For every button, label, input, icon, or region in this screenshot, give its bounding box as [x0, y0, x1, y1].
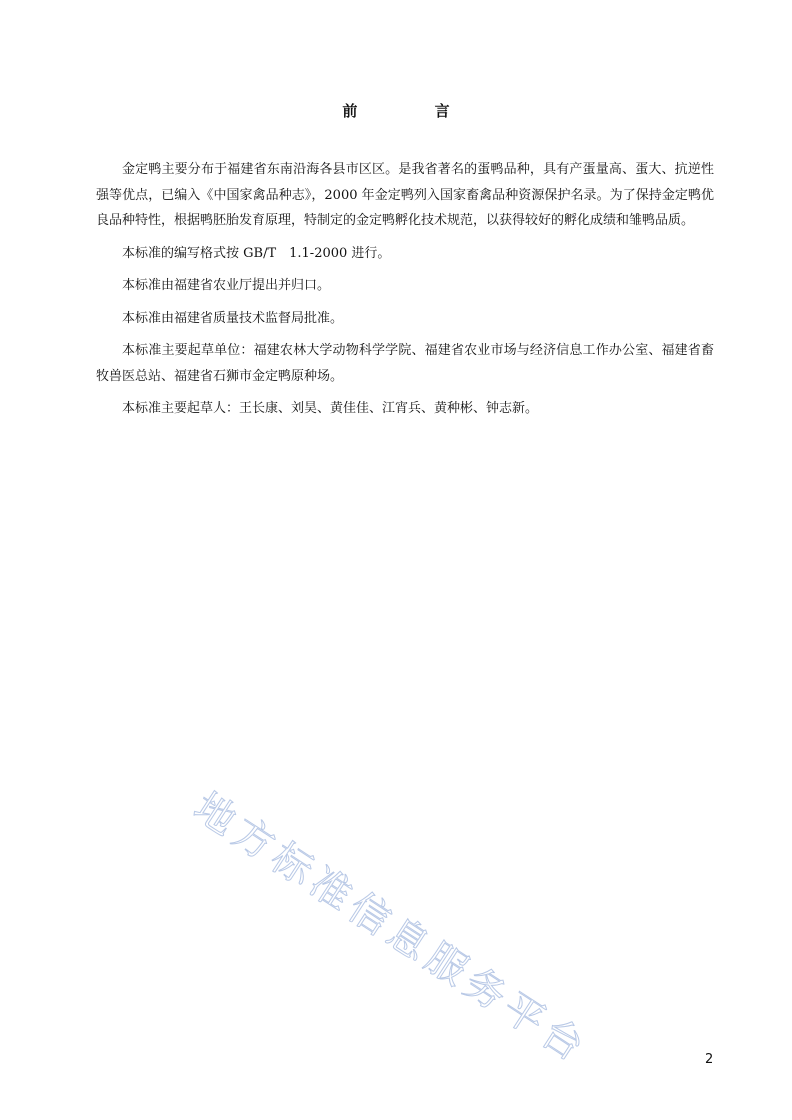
- paragraph-intro: 金定鸭主要分布于福建省东南沿海各县市区区。是我省著名的蛋鸭品种，具有产蛋量高、蛋大、抗逆性强等优点，已编入《中国家禽品种志》，2000 年金定鸭列入国家畜禽品种资源保护名录。为了保持金定鸭优良品种特性，根据鸭胚胎发育原理，特制定的金定鸭孵化技术规范，以获得较好的孵化成绩和雏鸭品质。: [96, 162, 714, 228]
- paragraph-format: 本标准的编写格式按 GB/T 1.1-2000 进行。: [122, 245, 391, 261]
- paragraph-proposer: 本标准由福建省农业厅提出并归口。: [122, 278, 331, 293]
- paragraph-approver: 本标准由福建省质量技术监督局批准。: [122, 310, 344, 326]
- paragraph-drafters: 本标准主要起草人：王长康、刘昊、黄佳佳、江宵兵、黄种彬、钟志新。: [122, 401, 539, 416]
- foreword-body: [96, 157, 714, 429]
- page-title: 前 言: [342, 102, 486, 120]
- page-number: 2: [705, 1052, 714, 1067]
- watermark: 地方标准信息服务平台: [185, 784, 597, 1074]
- paragraph-drafting-units: 本标准主要起草单位：福建农林大学动物科学学院、福建省农业市场与经济信息工作办公室、福建省畜牧兽医总站、福建省石狮市金定鸭原种场。: [96, 343, 714, 384]
